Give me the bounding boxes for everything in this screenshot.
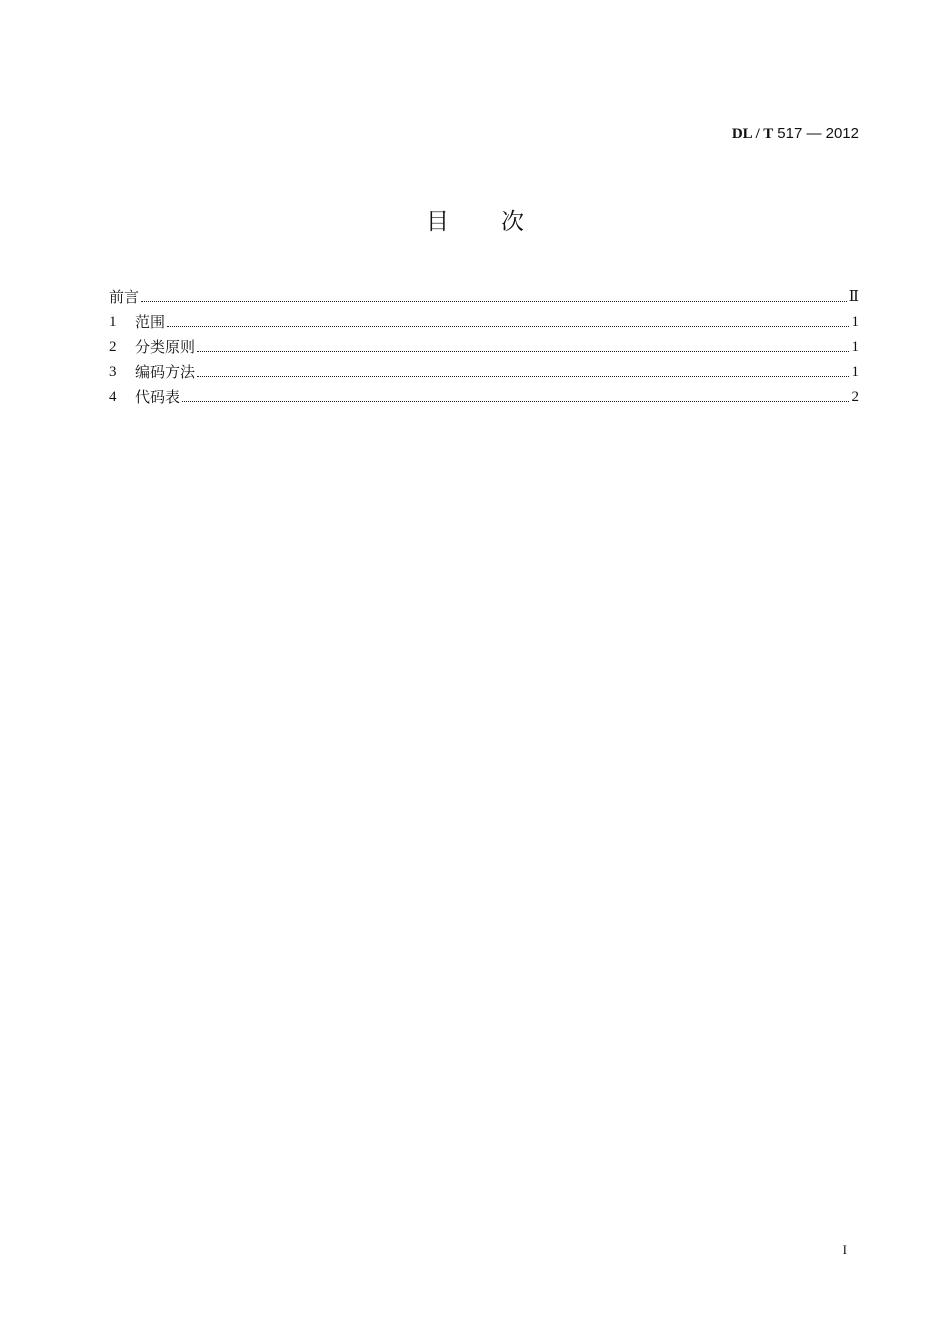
- page-number: I: [842, 1242, 847, 1257]
- toc-entry-page: 1: [851, 314, 859, 330]
- toc-title-char-2: 次: [501, 209, 524, 235]
- toc-entry-number: 4: [109, 389, 117, 405]
- toc-title-char-1: 目: [426, 209, 449, 235]
- toc-entry-label: 编码方法: [135, 363, 196, 381]
- toc-entry-page: 2: [851, 389, 859, 405]
- standard-number: 517 — 2012: [777, 125, 859, 142]
- toc-entry-coding-method[interactable]: [109, 358, 859, 383]
- toc-leader-dots: [197, 376, 849, 377]
- toc-entry-code-table[interactable]: [109, 383, 859, 408]
- toc-title: [0, 203, 950, 236]
- toc-entry-label: 代码表: [135, 388, 181, 406]
- toc-leader-dots: [182, 401, 849, 402]
- toc-entry-page: Ⅱ: [848, 289, 859, 305]
- toc-entry-scope[interactable]: [109, 308, 859, 333]
- toc-entry-page: 1: [851, 339, 859, 355]
- toc-leader-dots: [167, 326, 849, 327]
- toc-entry-label: 前言: [109, 288, 140, 306]
- toc-leader-dots: [197, 351, 849, 352]
- table-of-contents: [109, 283, 859, 408]
- toc-entry-label: 范围: [135, 313, 166, 331]
- toc-entry-label: 分类原则: [135, 338, 196, 356]
- toc-entry-number: 2: [109, 339, 117, 355]
- toc-leader-dots: [141, 301, 847, 302]
- standard-code: DL / T: [731, 126, 774, 142]
- standard-header: [732, 124, 859, 143]
- toc-entry-foreword[interactable]: [109, 283, 859, 308]
- toc-entry-number: 1: [109, 314, 117, 330]
- toc-entry-number: 3: [109, 364, 117, 380]
- toc-entry-page: 1: [851, 364, 859, 380]
- toc-entry-classification-principles[interactable]: [109, 333, 859, 358]
